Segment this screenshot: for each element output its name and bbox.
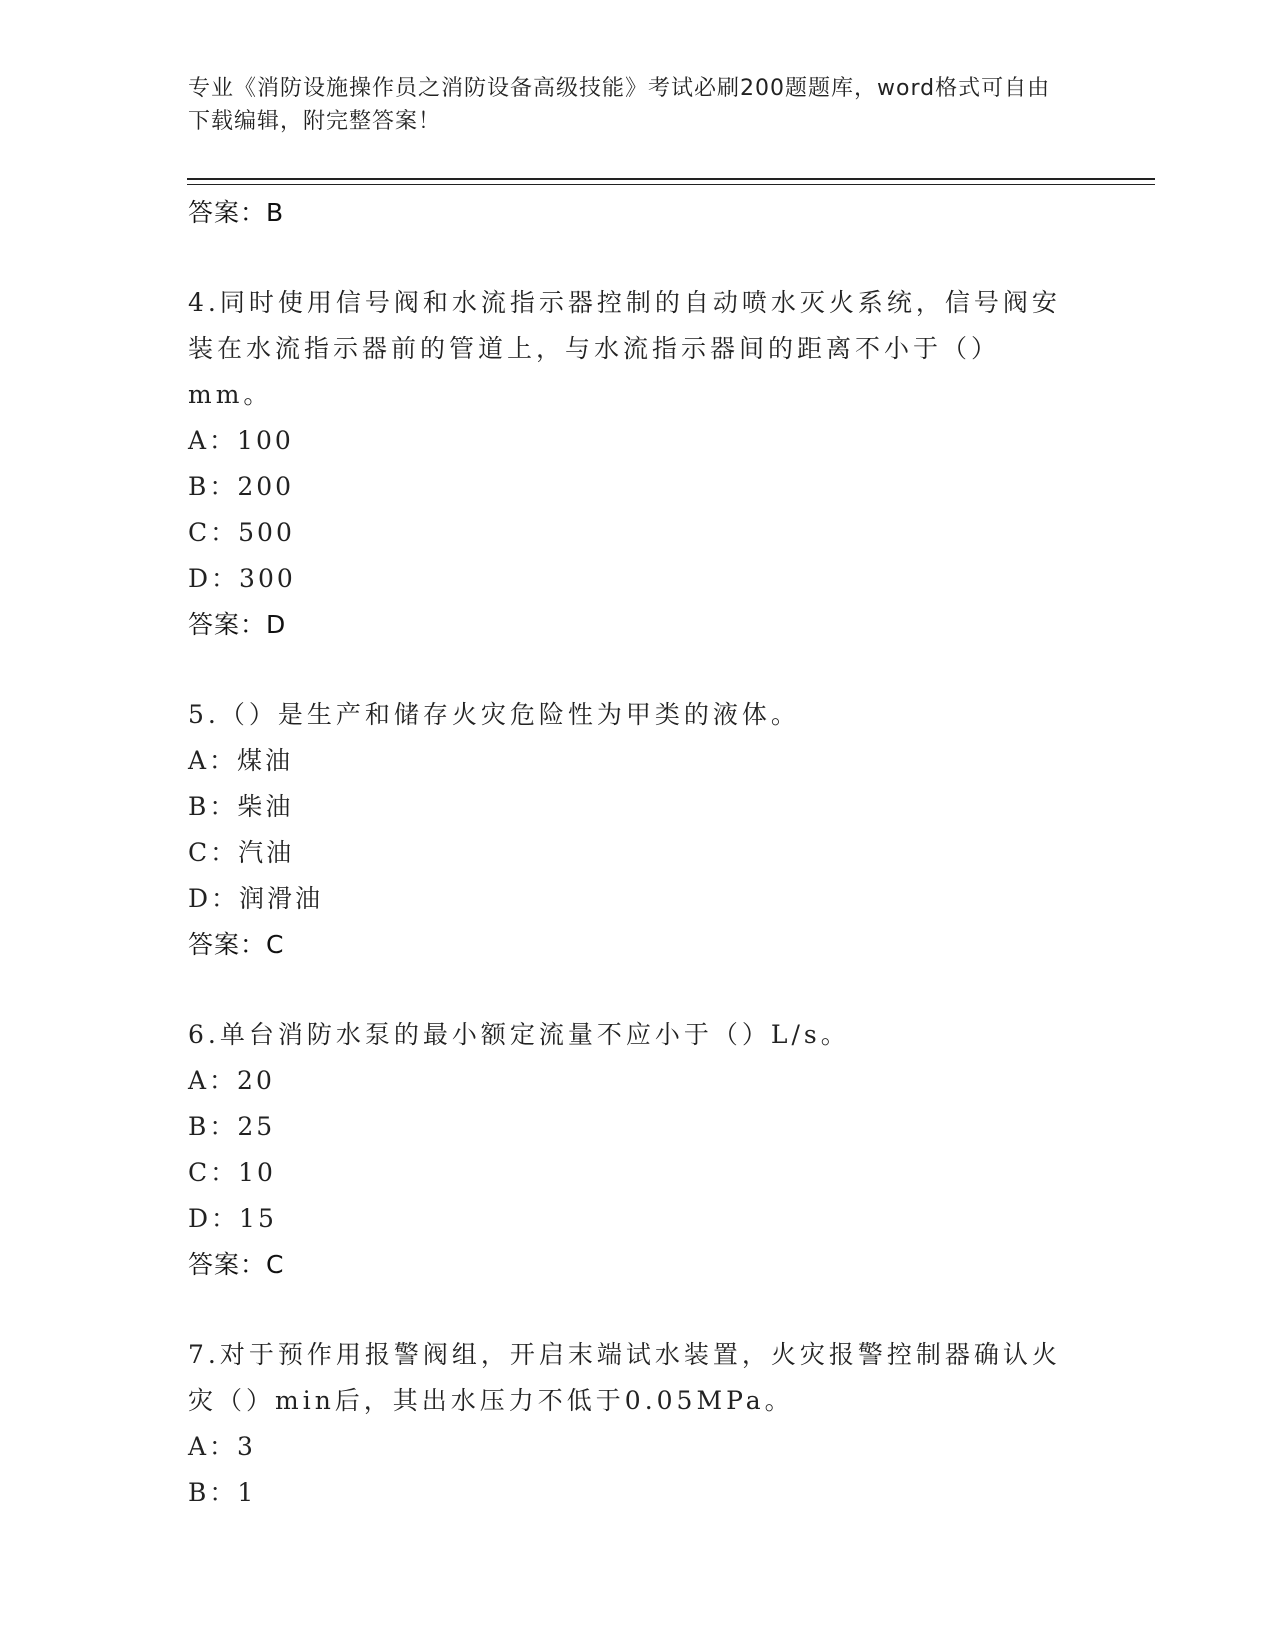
answer-line: 答案：D <box>188 610 287 639</box>
option-d: D：15 <box>188 1204 277 1233</box>
option-b: B：25 <box>188 1112 276 1141</box>
header-divider-thin <box>187 184 1155 185</box>
option-a: A：煤油 <box>188 746 294 775</box>
question-item <box>188 1332 1088 1516</box>
option-b: B：200 <box>188 472 295 501</box>
option-d: D：300 <box>188 564 296 593</box>
answer-line: 答案：C <box>188 930 285 959</box>
question-item <box>188 280 1088 648</box>
question-text: 5.（）是生产和储存火灾危险性为甲类的液体。 <box>188 700 800 729</box>
header-divider <box>187 178 1155 180</box>
option-b: B：柴油 <box>188 792 294 821</box>
option-c: C：500 <box>188 518 295 547</box>
answer-line: 答案：C <box>188 1250 285 1279</box>
question-text: 4.同时使用信号阀和水流指示器控制的自动喷水灭火系统，信号阀安装在水流指示器前的管道上，与水流指示器间的距离不小于（）mm。 <box>188 288 1061 409</box>
document-header: 专业《消防设施操作员之消防设备高级技能》考试必刷200题题库，word格式可自由下载编辑，附完整答案！ <box>188 76 1051 134</box>
option-a: A：3 <box>188 1432 256 1461</box>
option-b: B：1 <box>188 1478 257 1507</box>
option-c: C：10 <box>188 1158 276 1187</box>
option-a: A：100 <box>188 426 294 455</box>
option-a: A：20 <box>188 1066 275 1095</box>
option-c: C：汽油 <box>188 838 295 867</box>
question-item <box>188 1012 1088 1288</box>
question-text: 6.单台消防水泵的最小额定流量不应小于（）L/s。 <box>188 1020 850 1049</box>
option-d: D：润滑油 <box>188 884 324 913</box>
answer-line: 答案：B <box>188 198 285 227</box>
question-item <box>188 692 1088 968</box>
question-text: 7.对于预作用报警阀组，开启末端试水装置，火灾报警控制器确认火灾（）min后，其出水压力不低于0.05MPa。 <box>188 1340 1061 1415</box>
question-list <box>188 190 1088 1516</box>
